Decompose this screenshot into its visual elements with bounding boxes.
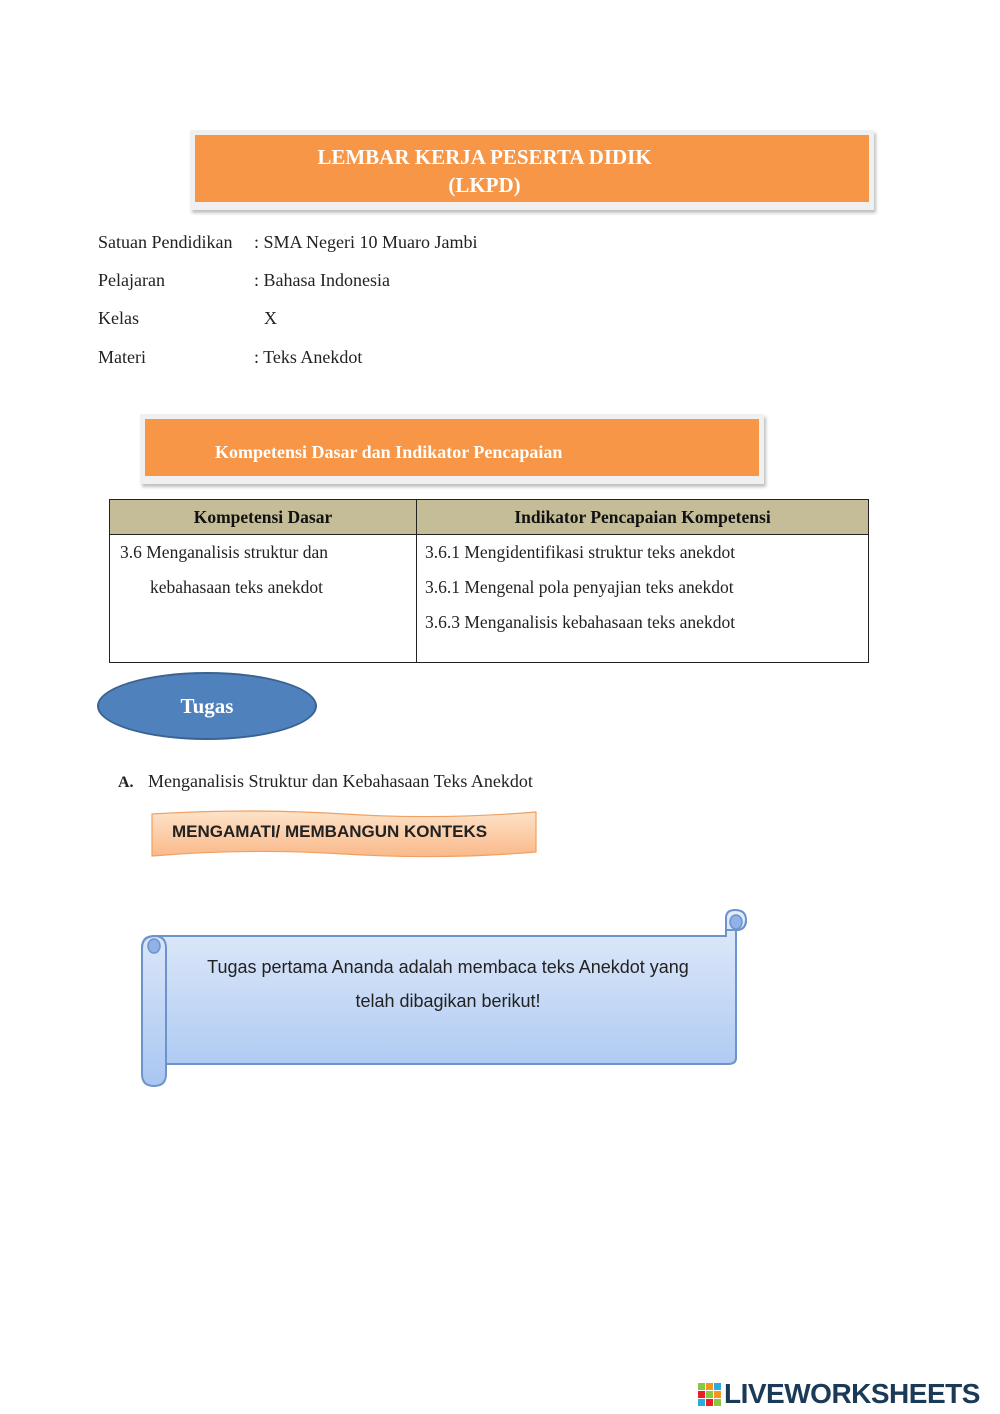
table-header-indicator: Indikator Pencapaian Kompetensi [417, 500, 869, 535]
scroll-line-1: Tugas pertama Ananda adalah membaca teks Anekdot yang [207, 957, 689, 977]
watermark-text: LIVEWORKSHEETS [724, 1378, 980, 1409]
info-label: Pelajaran [98, 270, 165, 290]
info-value: : Bahasa Indonesia [254, 270, 390, 290]
liveworksheets-watermark [698, 1378, 998, 1412]
competency-table [109, 499, 869, 663]
tugas-badge: Tugas [97, 672, 317, 740]
section-a-marker: A. [118, 774, 134, 791]
section-banner-title: Kompetensi Dasar dan Indikator Pencapaian [145, 419, 759, 476]
ribbon-label: MENGAMATI/ MEMBANGUN KONTEKS [172, 822, 488, 841]
info-value: : SMA Negeri 10 Muaro Jambi [254, 232, 478, 252]
section-a-heading [118, 771, 533, 792]
kd-line: 3.6 Menganalisis struktur dan [120, 542, 329, 562]
scroll-line-2: telah dibagikan berikut! [355, 991, 541, 1011]
info-value: : Teks Anekdot [254, 347, 363, 367]
kd-cell [110, 535, 417, 663]
instruction-scroll [138, 908, 752, 1092]
title-line-1: LEMBAR KERJA PESERTA DIDIK [317, 145, 652, 169]
info-label: Materi [98, 347, 146, 367]
indicator-line: 3.6.1 Mengenal pola penyajian teks anekdot [425, 577, 734, 597]
info-row-kelas [98, 308, 277, 329]
info-label: Kelas [98, 308, 139, 328]
table-header-kd: Kompetensi Dasar [110, 500, 417, 535]
table-row [110, 535, 869, 663]
info-value: X [264, 308, 277, 328]
scroll-text [168, 950, 728, 1018]
indicator-cell [417, 535, 869, 663]
section-a-text: Menganalisis Struktur dan Kebahasaan Teks Anekdot [148, 771, 533, 791]
title-banner-fill [195, 135, 869, 202]
indicator-line: 3.6.1 Mengidentifikasi struktur teks anekdot [425, 542, 736, 562]
info-label: Satuan Pendidikan [98, 232, 233, 252]
kd-line: kebahasaan teks anekdot [150, 577, 323, 597]
title-banner [190, 130, 874, 210]
context-ribbon [150, 810, 538, 860]
info-row-satuan [98, 232, 477, 253]
table-header-row [110, 500, 869, 535]
info-row-pelajaran [98, 270, 390, 291]
title-line-2: (LKPD) [448, 173, 521, 197]
indicator-line: 3.6.3 Menganalisis kebahasaan teks anekdot [425, 612, 736, 632]
info-row-materi [98, 347, 362, 368]
liveworksheets-logo-icon [698, 1383, 722, 1407]
section-banner [140, 414, 764, 484]
